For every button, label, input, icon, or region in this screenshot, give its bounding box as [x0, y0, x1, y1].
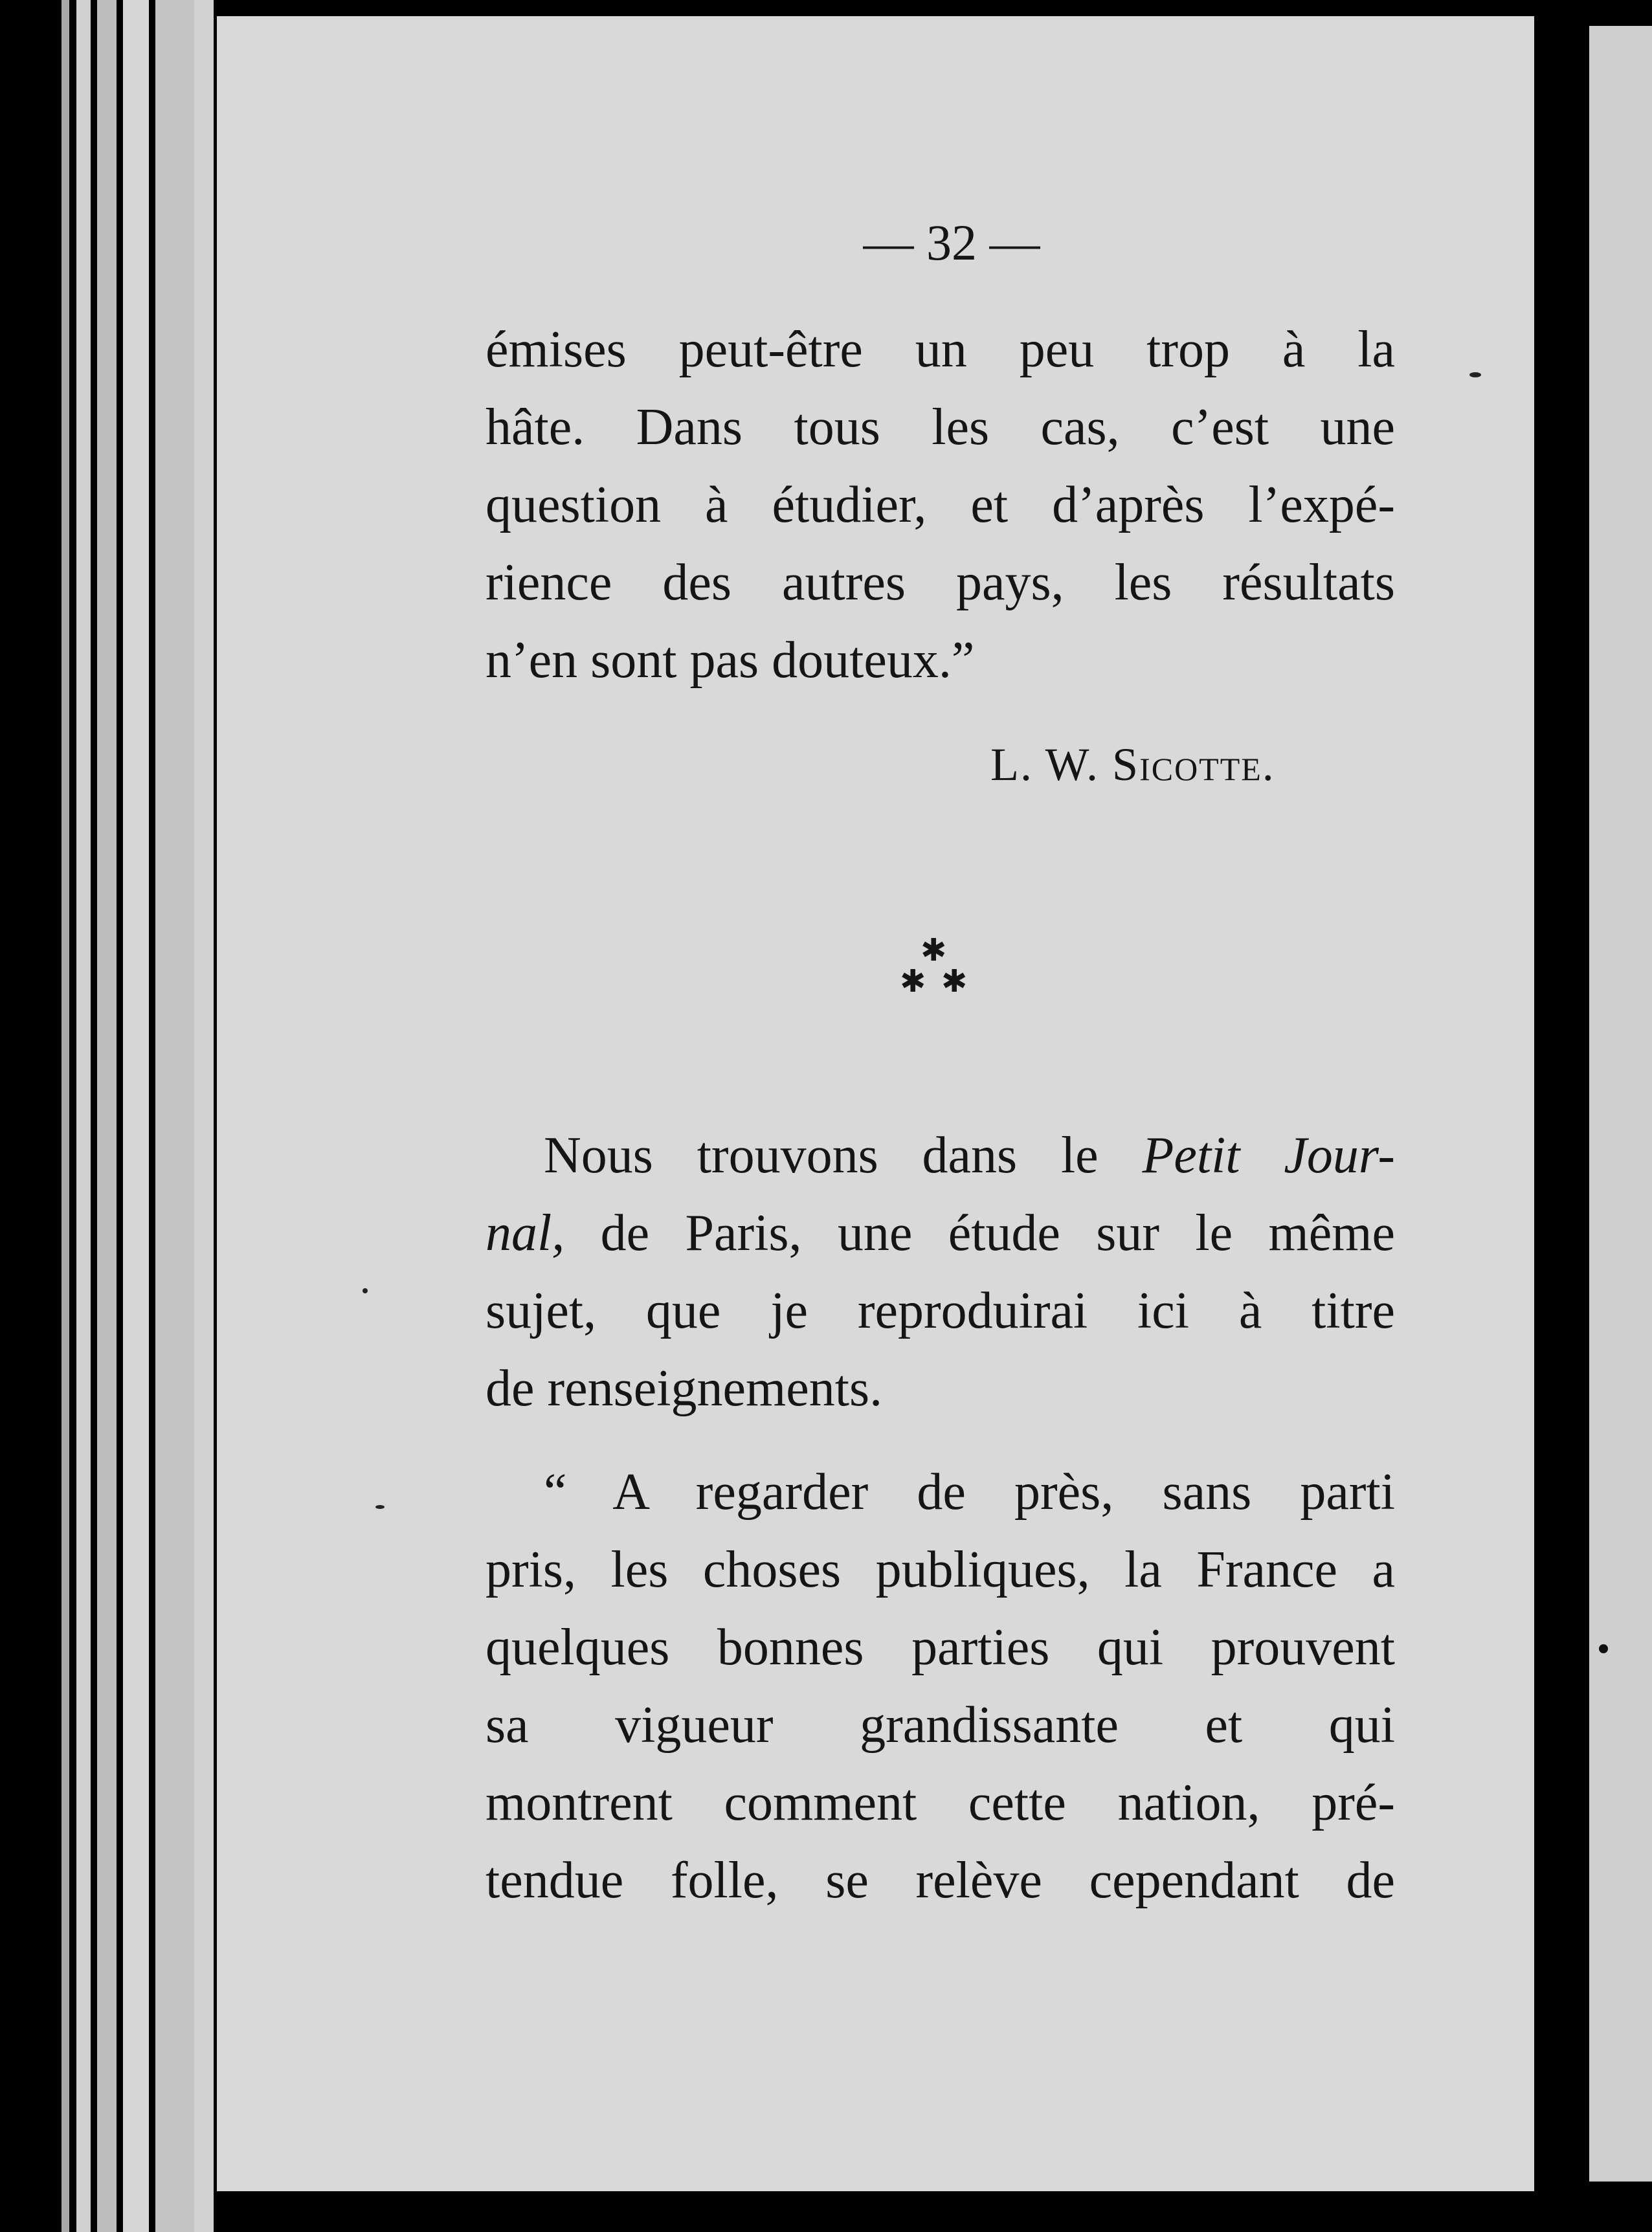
- page-edge: [194, 0, 214, 2232]
- text-line: hâte. Dans tous les cas, c’est une: [486, 399, 1395, 456]
- signature-surname: Sicotte.: [1112, 739, 1275, 790]
- asterisk-icon: ✱: [900, 963, 926, 999]
- italic-title: Petit Jour-: [1142, 1127, 1395, 1184]
- text-line: montrent comment cette nation, pré-: [486, 1774, 1395, 1831]
- page-number: — 32 —: [863, 214, 1040, 271]
- paragraph-intro: [486, 1117, 1395, 1427]
- page-edge: [76, 0, 91, 2232]
- text-line: “ A regarder de près, sans parti: [544, 1464, 1395, 1521]
- italic-title: nal,: [486, 1205, 565, 1262]
- page-edge: [61, 0, 69, 2232]
- asterisk-icon: ✱: [941, 963, 968, 999]
- scan-speck: [1599, 1644, 1608, 1653]
- page-edge: [97, 0, 117, 2232]
- text-span: de Paris, une étude sur le même: [564, 1205, 1395, 1262]
- text-line: [486, 1117, 1395, 1194]
- text-line: n’en sont pas douteux.”: [486, 632, 975, 689]
- signature: [990, 738, 1275, 792]
- asterism-separator: [900, 932, 968, 1010]
- text-line: sa vigueur grandissante et qui: [486, 1697, 1395, 1754]
- page-edge: [123, 0, 149, 2232]
- page-edge: [155, 0, 194, 2232]
- text-line: quelques bonnes parties qui prouvent: [486, 1619, 1395, 1676]
- text-line: rience des autres pays, les résultats: [486, 554, 1395, 611]
- text-line: de renseignements.: [486, 1360, 883, 1417]
- scan-speck: [363, 1288, 368, 1293]
- paragraph-quote-end: [486, 311, 1395, 699]
- facing-page-edge: [1589, 26, 1652, 2182]
- text-line: sujet, que je reproduirai ici à titre: [486, 1282, 1395, 1339]
- scan-speck: [375, 1505, 385, 1509]
- paragraph-quotation: [486, 1453, 1395, 1919]
- text-line: tendue folle, se relève cependant de: [486, 1852, 1395, 1909]
- text-line: émises peut-être un peu trop à la: [486, 321, 1395, 378]
- scan-speck: [1469, 372, 1481, 377]
- text-line: pris, les choses publiques, la France a: [486, 1541, 1395, 1598]
- asterisk-icon: ✱: [921, 932, 947, 968]
- text-line: [486, 1194, 1395, 1272]
- book-gutter: [1541, 0, 1589, 2232]
- text-line: question à étudier, et d’après l’expé-: [486, 476, 1395, 533]
- signature-initials: L. W.: [990, 739, 1113, 790]
- text-span: Nous trouvons dans le: [544, 1127, 1143, 1184]
